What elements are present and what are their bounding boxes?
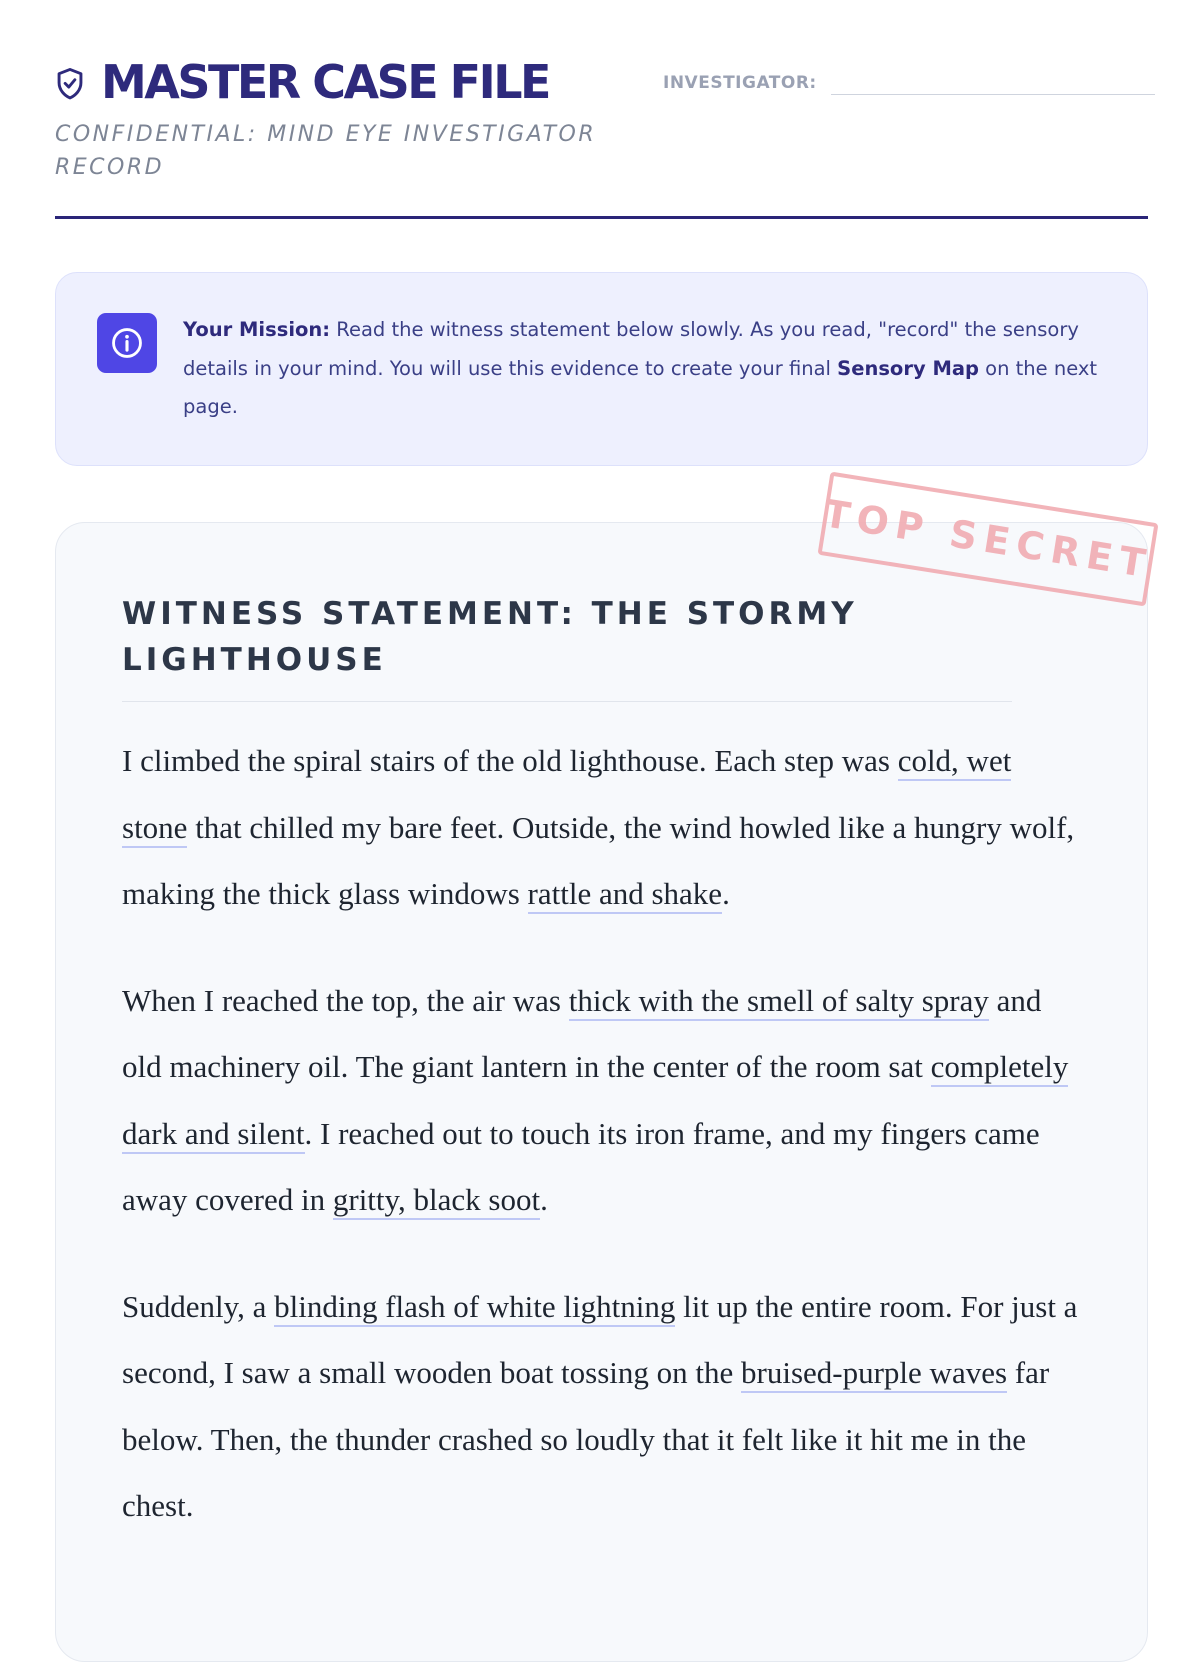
statement-paragraph-2 [122,968,1082,1234]
text-run: . [722,876,730,911]
title-row [55,52,549,112]
mission-text-part-2: on the next page. [183,356,1098,418]
text-run: Suddenly, a [122,1288,275,1324]
mission-label: Your Mission: [183,318,331,341]
text-run: . [540,1182,548,1217]
text-run: I climbed the spiral stairs of the old lighthouse. Each step was [122,743,898,778]
page-header [55,52,1148,219]
shield-check-icon [55,67,85,101]
sensory-highlight: blinding flash of white lightning [274,1289,675,1327]
text-run: that chilled my bare feet. Outside, the wind howled like a hungry wolf, making the thick glass windows [122,809,1075,911]
sensory-highlight: gritty, black soot [333,1182,540,1220]
mission-text-part-1: Read the witness statement below slowly. As you read, "record" the sensory details in your mind. You will use this evidence to create your final [183,318,1079,380]
text-run: When I reached the top, the air was [122,982,569,1018]
info-icon-badge [97,313,157,373]
investigator-label: INVESTIGATOR: [663,73,817,93]
sensory-highlight: thick with the smell of salty spray [569,983,989,1021]
top-secret-stamp: TOP SECRET [817,472,1158,607]
sensory-highlight: cold, wet stone [122,743,1011,848]
info-icon [110,326,144,360]
investigator-field-group [663,64,1155,95]
text-run: and old machinery oil. The giant lantern in the center of the room sat [122,982,1042,1084]
statement-body [122,728,1082,1580]
text-run: . I reached out to touch its iron frame, and my fingers came away covered in [122,1115,1040,1217]
statement-paragraph-1 [122,728,1082,928]
text-run: far below. Then, the thunder crashed so loudly that it felt like it hit me in the chest. [122,1355,1050,1523]
sensory-highlight: rattle and shake [528,876,723,914]
investigator-name-input[interactable] [831,64,1155,95]
mission-text [183,311,1108,427]
statement-paragraph-3 [122,1274,1082,1540]
text-run: lit up the entire room. For just a second, I saw a small wooden boat tossing on the [122,1288,1078,1390]
page-subtitle: CONFIDENTIAL: MIND EYE INVESTIGATOR RECORD [55,122,597,180]
statement-title: WITNESS STATEMENT: THE STORMY LIGHTHOUSE [122,591,1012,702]
mission-emphasis: Sensory Map [837,356,979,380]
sensory-highlight: completely dark and silent [122,1049,1068,1154]
page-title: MASTER CASE FILE [101,55,549,109]
mission-callout [55,272,1148,466]
witness-statement-card [55,522,1148,1662]
sensory-highlight: bruised-purple waves [741,1355,1007,1393]
